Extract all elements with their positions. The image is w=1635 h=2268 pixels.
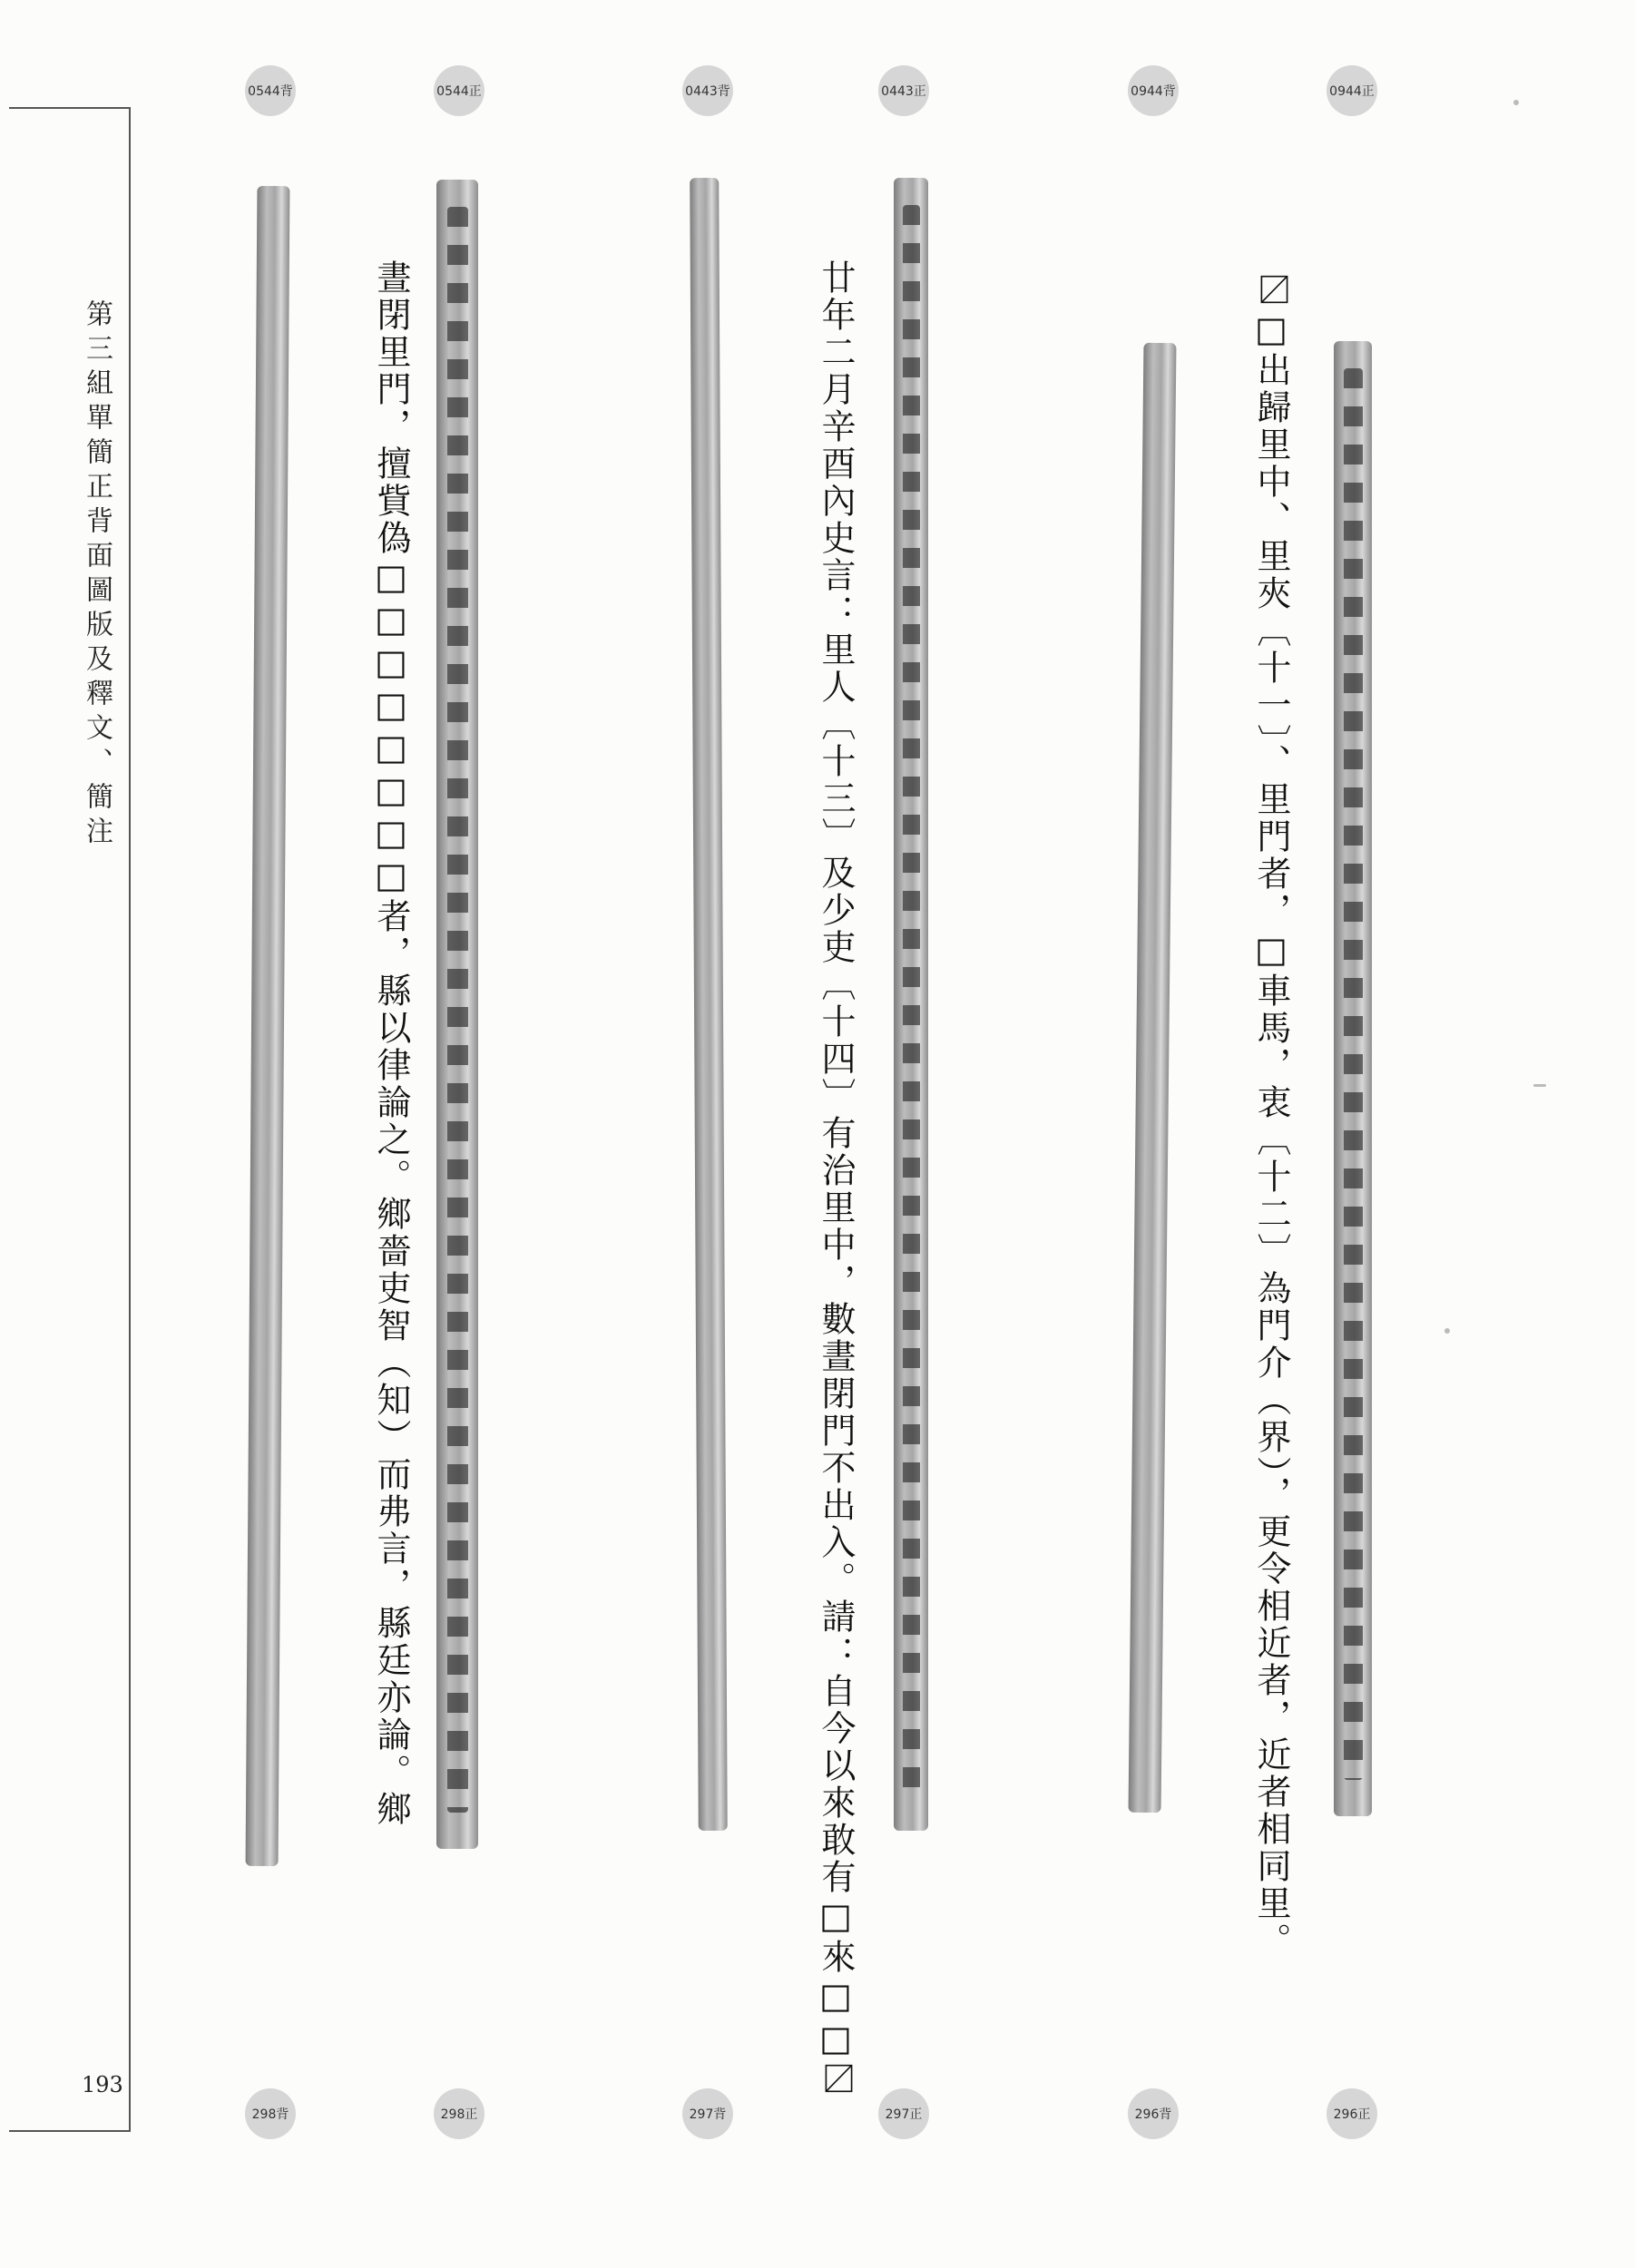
top-label-0944-back: 0944背: [1128, 65, 1179, 116]
page-number: 193: [82, 2072, 123, 2097]
dust-speck: [1444, 1328, 1450, 1334]
bottom-label-298-front: 298正: [434, 2088, 485, 2139]
transcription-slip-298: 晝閉里門，擅貲偽□□□□□□□□者，縣以律論之。鄉嗇吏智（知）而弗言，縣廷亦論。鄉: [371, 259, 411, 1828]
bottom-label-296-back: 296背: [1128, 2088, 1179, 2139]
bottom-label-298-back: 298背: [245, 2088, 296, 2139]
top-label-0544-front: 0544正: [434, 65, 485, 116]
top-label-0443-back: 0443背: [682, 65, 733, 116]
dust-speck: [1533, 1084, 1546, 1087]
slip-298-back-image: [246, 186, 290, 1866]
bottom-label-297-back: 297背: [682, 2088, 733, 2139]
dust-speck: [1513, 100, 1519, 105]
slip-296-back-image: [1129, 343, 1177, 1813]
slip-297-back-image: [690, 178, 728, 1831]
slip-296-front-image: [1334, 341, 1372, 1816]
top-label-0443-front: 0443正: [878, 65, 929, 116]
section-title: 第三組單簡正背面圖版及釋文、簡注: [81, 299, 113, 851]
top-label-0544-back: 0544背: [245, 65, 296, 116]
bottom-label-297-front: 297正: [878, 2088, 929, 2139]
transcription-slip-296: 〼□出歸里中、里夾〔十一〕、里門者，□車馬，衷〔十二〕為門介（界），更令相近者，近者相同里。: [1251, 272, 1291, 1960]
slip-298-front-image: [436, 180, 478, 1849]
slip-297-front-image: [894, 178, 928, 1831]
transcription-slip-297: 廿年二月辛酉內史言：里人〔十三〕及少吏〔十四〕有治里中，數晝閉門不出入。請：自今以來敢有□來□□〼: [816, 259, 856, 2098]
top-label-0944-front: 0944正: [1327, 65, 1377, 116]
bottom-label-296-front: 296正: [1327, 2088, 1377, 2139]
